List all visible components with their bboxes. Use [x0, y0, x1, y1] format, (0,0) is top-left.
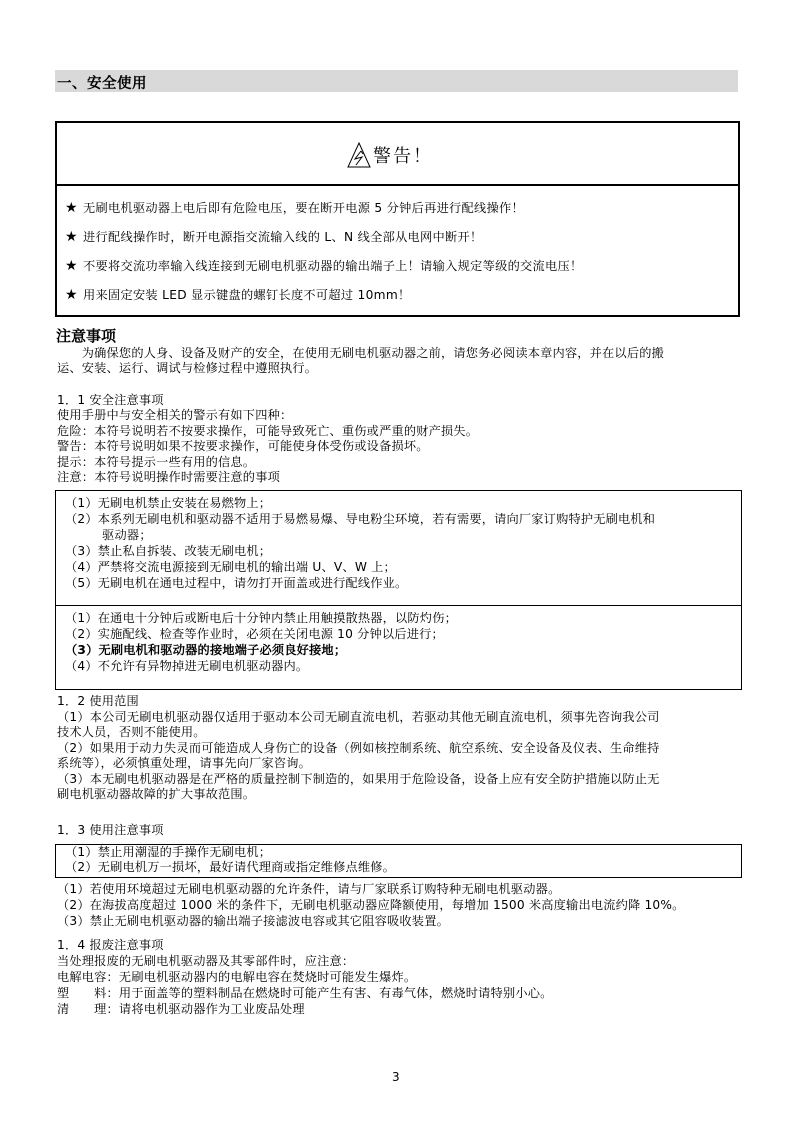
caution-box-divider	[56, 605, 741, 606]
section-1-3-line: （1）若使用环境超过无刷电机驱动器的允许条件，请与厂家联系订购特种无刷电机驱动器。	[57, 882, 561, 896]
section-1-1-line: 警告：本符号说明如果不按要求操作，可能使身体受伤或设备损坏。	[57, 439, 429, 453]
section-1-2-line: （3）本无刷电机驱动器是在严格的质量控制下制造的，如果用于危险设备，设备上应有安全防护措施以防止无	[57, 772, 660, 786]
warning-divider	[57, 184, 738, 186]
notes-intro-line: 运、安装、运行、调试与检修过程中遵照执行。	[57, 361, 318, 375]
section-1-1-line: 使用手册中与安全相关的警示有如下四种：	[57, 408, 293, 422]
warning-item	[65, 199, 524, 216]
caution-item: （5）无刷电机在通电过程中，请勿打开面盖或进行配线作业。	[65, 576, 408, 590]
section-1-1-title: 1．1 安全注意事项	[57, 393, 164, 407]
section-1-4-line: 塑 料：用于面盖等的塑料制品在燃烧时可能产生有害、有毒气体，燃烧时请特别小心。	[57, 986, 553, 1000]
section-1-4-line: 清 理：请将电机驱动器作为工业废品处理	[57, 1002, 305, 1016]
star-bullet-icon: ★	[65, 287, 78, 303]
caution-item: （2）实施配线、检查等作业时，必须在关闭电源 10 分钟以后进行；	[65, 627, 444, 641]
caution-box	[55, 490, 742, 690]
section-1-1-line: 危险：本符号说明若不按要求操作，可能导致死亡、重伤或严重的财产损失。	[57, 424, 479, 438]
warning-item	[65, 228, 482, 245]
caution-item: （3）禁止私自拆装、改装无刷电机；	[65, 544, 272, 558]
notes-title: 注意事项	[56, 327, 117, 345]
section-heading-bar	[55, 70, 738, 92]
star-bullet-icon: ★	[65, 229, 78, 245]
caution-item: （1）在通电十分钟后或断电后十分钟内禁止用触摸散热器，以防灼伤；	[65, 611, 457, 625]
section-1-1-line: 注意：本符号说明操作时需要注意的事项	[57, 470, 280, 484]
section-1-4-line: 当处理报废的无刷电机驱动器及其零部件时，应注意：	[57, 954, 355, 968]
page-number: 3	[392, 1070, 400, 1084]
caution-item: （4）严禁将交流电源接到无刷电机的输出端 U、V、W 上；	[65, 560, 396, 574]
section-1-3-line: （3）禁止无刷电机驱动器的输出端子接滤波电容或其它阻容吸收装置。	[57, 914, 449, 928]
section-1-3-line: （2）在海拔高度超过 1000 米的条件下，无刷电机驱动器应降额使用，每增加 1500 米高度输出电流约降 10%。	[57, 898, 685, 912]
section-1-3-title: 1．3 使用注意事项	[57, 823, 164, 837]
caution-item: 驱动器；	[65, 528, 152, 542]
section-1-2-title: 1．2 使用范围	[57, 694, 139, 708]
caution-item: （2）本系列无刷电机和驱动器不适用于易燃易爆、导电粉尘环境，若有需要，请向厂家订购特护无刷电机和	[65, 512, 656, 526]
usage-caution-box	[55, 844, 742, 878]
star-bullet-icon: ★	[65, 200, 78, 216]
notes-intro-line: 为确保您的人身、设备及财产的安全，在使用无刷电机驱动器之前，请您务必阅读本章内容，并在以后的搬	[57, 346, 664, 360]
section-heading: 一、安全使用	[57, 76, 147, 92]
star-bullet-icon: ★	[65, 258, 78, 274]
section-1-1-line: 提示：本符号提示一些有用的信息。	[57, 455, 256, 469]
section-1-2-line: （1）本公司无刷电机驱动器仅适用于驱动本公司无刷直流电机，若驱动其他无刷直流电机，须事先咨询我公司	[57, 710, 660, 724]
warning-header	[347, 141, 433, 169]
caution-item: （1）无刷电机禁止安装在易燃物上；	[65, 496, 272, 510]
section-1-2-line: 技术人员，否则不能使用。	[57, 725, 206, 739]
caution-item-emphasized: （3）无刷电机和驱动器的接地端子必须良好接地；	[65, 643, 347, 657]
section-1-4-title: 1．4 报废注意事项	[57, 938, 164, 952]
warning-item-text: 用来固定安装 LED 显示键盘的螺钉长度不可超过 10mm！	[83, 288, 411, 302]
warning-title: 警告！	[373, 146, 433, 167]
section-1-2-line: （2）如果用于动力失灵而可能造成人身伤亡的设备（例如核控制系统、航空系统、安全设备及仪表、生命维持	[57, 741, 660, 755]
section-1-4-line: 电解电容：无刷电机驱动器内的电解电容在焚烧时可能发生爆炸。	[57, 970, 417, 984]
usage-caution-item: （1）禁止用潮湿的手操作无刷电机；	[65, 845, 272, 859]
high-voltage-triangle-icon	[347, 142, 371, 168]
usage-caution-item: （2）无刷电机万一损坏，最好请代理商或指定维修点维修。	[65, 860, 396, 874]
warning-item	[65, 257, 583, 274]
warning-item-text: 不要将交流功率输入线连接到无刷电机驱动器的输出端子上！请输入规定等级的交流电压！	[83, 259, 583, 273]
section-1-2-line: 系统等），必须慎重处理，请事先向厂家咨询。	[57, 756, 312, 770]
caution-item: （4）不允许有异物掉进无刷电机驱动器内。	[65, 659, 309, 673]
warning-item-text: 无刷电机驱动器上电后即有危险电压，要在断开电源 5 分钟后再进行配线操作！	[83, 201, 524, 215]
section-1-2-line: 刷电机驱动器故障的扩大事故范围。	[57, 787, 256, 801]
warning-item	[65, 286, 411, 303]
warning-item-text: 进行配线操作时，断开电源指交流输入线的 L、N 线全部从电网中断开！	[83, 230, 483, 244]
warning-box	[55, 121, 740, 317]
